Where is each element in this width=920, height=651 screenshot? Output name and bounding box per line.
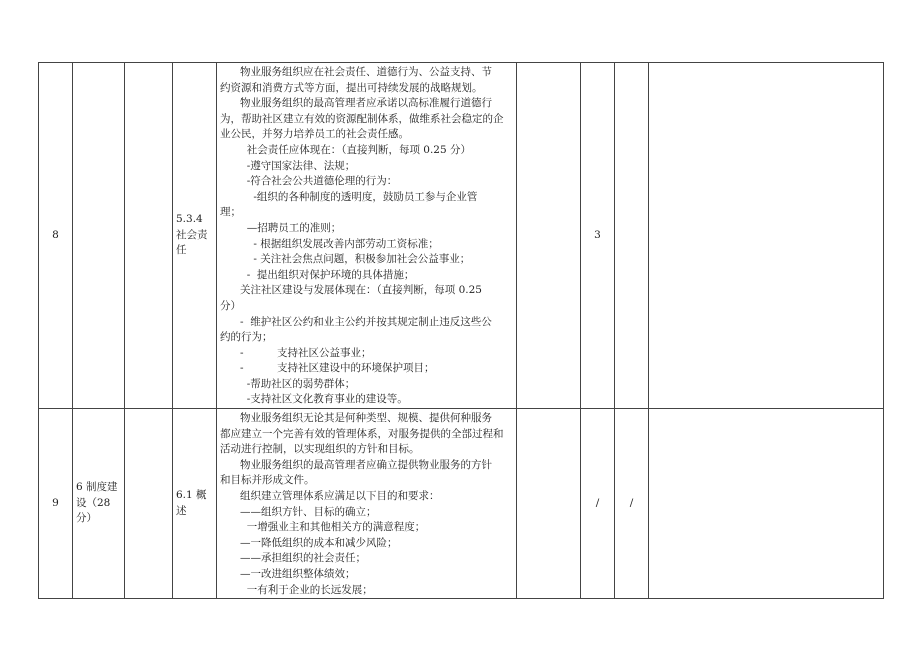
score-cell: / [581, 409, 615, 599]
content-line: 组织建立管理体系应满足以下目的和要求： [220, 490, 440, 503]
content-line: 活动进行控制，以实现组织的方针和目标。 [220, 443, 420, 456]
remarks-cell [649, 63, 884, 409]
content-line: ——承担组织的社会责任； [220, 552, 367, 565]
empty-cell [517, 63, 581, 409]
content-line: - 支持社区公益事业； [220, 346, 372, 359]
content-line: - 根据组织发展改善内部劳动工资标准； [220, 237, 439, 250]
content-line: —招聘员工的准则； [220, 221, 342, 234]
content-cell [217, 409, 517, 599]
content-line: 约的行为； [220, 331, 273, 344]
category-cell: 6 制度建设（28 分） [73, 409, 125, 599]
content-line: 关注社区建设与发展体现在：（直接判断，每项 0.25 [220, 284, 482, 297]
content-line: 物业服务组织无论其是何种类型、规模、提供何种服务 [220, 412, 493, 425]
content-line: 为，帮助社区建立有效的资源配制体系，做维系社会稳定的企 [220, 112, 504, 125]
content-line: 物业服务组织的最高管理者应承诺以高标准履行道德行 [220, 97, 493, 110]
mark-cell [615, 63, 649, 409]
content-line: -符合社会公共道德伦理的行为： [220, 175, 398, 188]
content-line: 一增强业主和其他相关方的满意程度； [220, 521, 426, 534]
content-line: - 关注社会焦点问题，积极参加社会公益事业； [220, 253, 471, 266]
content-line: 一有利于企业的长远发展； [220, 583, 373, 596]
content-line: —一降低组织的成本和减少风险； [220, 536, 398, 549]
content-line: -支持社区文化教育事业的建设等。 [220, 393, 408, 406]
content-line: - 维护社区公约和业主公约并按其规定制止违反这些公 [220, 315, 492, 328]
empty-cell [125, 409, 173, 599]
content-line: 和目标并形成文件。 [220, 474, 315, 487]
empty-cell [517, 409, 581, 599]
mark-cell: / [615, 409, 649, 599]
evaluation-table [38, 62, 884, 599]
item-cell: 6.1 概述 [173, 409, 217, 599]
content-line: - 提出组织对保护环境的具体措施； [220, 268, 415, 281]
content-line: -组织的各种制度的透明度，鼓励员工参与企业管 [220, 190, 478, 203]
row-index: 8 [39, 63, 73, 409]
table-row [39, 63, 884, 409]
content-line: 都应建立一个完善有效的管理体系，对服务提供的全部过程和 [220, 427, 504, 440]
content-line: 分） [220, 299, 241, 312]
content-line: 业公民，并努力培养员工的社会责任感。 [220, 128, 409, 141]
item-cell: 5.3.4 社会责任 [173, 63, 217, 409]
row-index: 9 [39, 409, 73, 599]
content-line: - 支持社区建设中的环境保护项目； [220, 362, 435, 375]
content-line: -帮助社区的弱势群体； [220, 377, 356, 390]
remarks-cell [649, 409, 884, 599]
content-line: —一改进组织整体绩效； [220, 568, 356, 580]
empty-cell [125, 63, 173, 409]
table-row [39, 409, 884, 599]
category-cell [73, 63, 125, 409]
content-line: 约资源和消费方式等方面，提出可持续发展的战略规划。 [220, 81, 483, 94]
content-line: -遵守国家法律、法规； [220, 159, 356, 172]
content-line: 物业服务组织应在社会责任、道德行为、公益支持、节 [220, 66, 493, 78]
content-line: 社会责任应体现在：（直接判断，每项 0.25 分） [220, 143, 472, 156]
score-cell: 3 [581, 63, 615, 409]
content-line: 物业服务组织的最高管理者应确立提供物业服务的方针 [220, 458, 493, 471]
content-line: ——组织方针、目标的确立； [220, 505, 377, 518]
content-cell [217, 63, 517, 409]
content-line: 理； [220, 206, 241, 219]
